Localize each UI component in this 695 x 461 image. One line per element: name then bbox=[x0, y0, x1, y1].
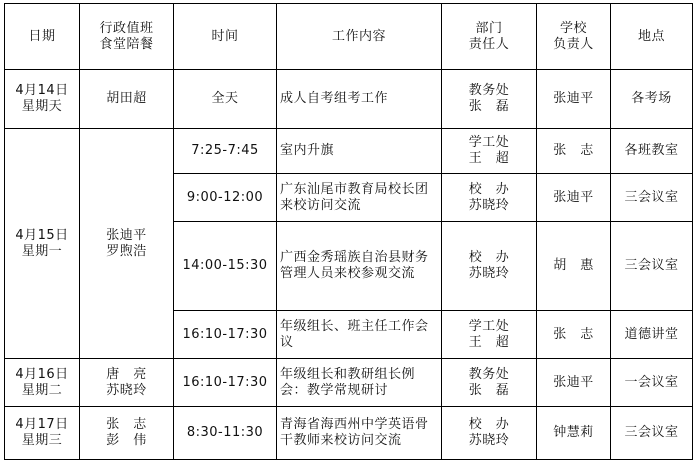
header-duty: 行政值班 食堂陪餐 bbox=[80, 4, 174, 70]
header-dept: 部门 责任人 bbox=[442, 4, 537, 70]
header-place: 地点 bbox=[611, 4, 693, 70]
dept-cell: 教务处 张 磊 bbox=[442, 359, 537, 407]
content-cell: 成人自考组考工作 bbox=[277, 70, 442, 129]
time-cell: 7:25-7:45 bbox=[174, 129, 277, 174]
table-row bbox=[5, 407, 693, 460]
date-cell: 4月15日 星期一 bbox=[5, 129, 80, 359]
header-content: 工作内容 bbox=[277, 4, 442, 70]
time-cell: 14:00-15:30 bbox=[174, 222, 277, 311]
place-cell: 各班教室 bbox=[611, 129, 693, 174]
header-time: 时间 bbox=[174, 4, 277, 70]
dept-cell: 校 办 苏晓玲 bbox=[442, 174, 537, 222]
date-cell: 4月14日 星期天 bbox=[5, 70, 80, 129]
table-row bbox=[5, 359, 693, 407]
table-row bbox=[5, 129, 693, 174]
schedule-table bbox=[4, 3, 693, 460]
content-cell: 室内升旗 bbox=[277, 129, 442, 174]
duty-cell: 张 志 彭 伟 bbox=[80, 407, 174, 460]
place-cell: 各考场 bbox=[611, 70, 693, 129]
content-cell: 广东汕尾市教育局校长团来校访问交流 bbox=[277, 174, 442, 222]
date-cell: 4月16日 星期二 bbox=[5, 359, 80, 407]
place-cell: 道德讲堂 bbox=[611, 311, 693, 359]
duty-cell: 张迪平 罗煦浩 bbox=[80, 129, 174, 359]
duty-cell: 唐 亮 苏晓玲 bbox=[80, 359, 174, 407]
school-cell: 张 志 bbox=[537, 311, 611, 359]
school-cell: 张迪平 bbox=[537, 359, 611, 407]
header-school: 学校 负责人 bbox=[537, 4, 611, 70]
dept-cell: 学工处 王 超 bbox=[442, 129, 537, 174]
time-cell: 9:00-12:00 bbox=[174, 174, 277, 222]
content-cell: 年级组长和教研组长例会：教学常规研讨 bbox=[277, 359, 442, 407]
dept-cell: 校 办 苏晓玲 bbox=[442, 407, 537, 460]
time-cell: 16:10-17:30 bbox=[174, 311, 277, 359]
table-row bbox=[5, 70, 693, 129]
school-cell: 张迪平 bbox=[537, 174, 611, 222]
time-cell: 8:30-11:30 bbox=[174, 407, 277, 460]
content-cell: 青海省海西州中学英语骨干教师来校访问交流 bbox=[277, 407, 442, 460]
time-cell: 16:10-17:30 bbox=[174, 359, 277, 407]
duty-cell: 胡田超 bbox=[80, 70, 174, 129]
place-cell: 三会议室 bbox=[611, 174, 693, 222]
header-row bbox=[5, 4, 693, 70]
school-cell: 钟慧莉 bbox=[537, 407, 611, 460]
place-cell: 三会议室 bbox=[611, 407, 693, 460]
dept-cell: 学工处 王 超 bbox=[442, 311, 537, 359]
content-cell: 年级组长、班主任工作会议 bbox=[277, 311, 442, 359]
school-cell: 张 志 bbox=[537, 129, 611, 174]
school-cell: 胡 惠 bbox=[537, 222, 611, 311]
content-cell: 广西金秀瑶族自治县财务管理人员来校参观交流 bbox=[277, 222, 442, 311]
place-cell: 三会议室 bbox=[611, 222, 693, 311]
time-cell: 全天 bbox=[174, 70, 277, 129]
date-cell: 4月17日 星期三 bbox=[5, 407, 80, 460]
school-cell: 张迪平 bbox=[537, 70, 611, 129]
dept-cell: 教务处 张 磊 bbox=[442, 70, 537, 129]
dept-cell: 校 办 苏晓玲 bbox=[442, 222, 537, 311]
header-date: 日期 bbox=[5, 4, 80, 70]
place-cell: 一会议室 bbox=[611, 359, 693, 407]
